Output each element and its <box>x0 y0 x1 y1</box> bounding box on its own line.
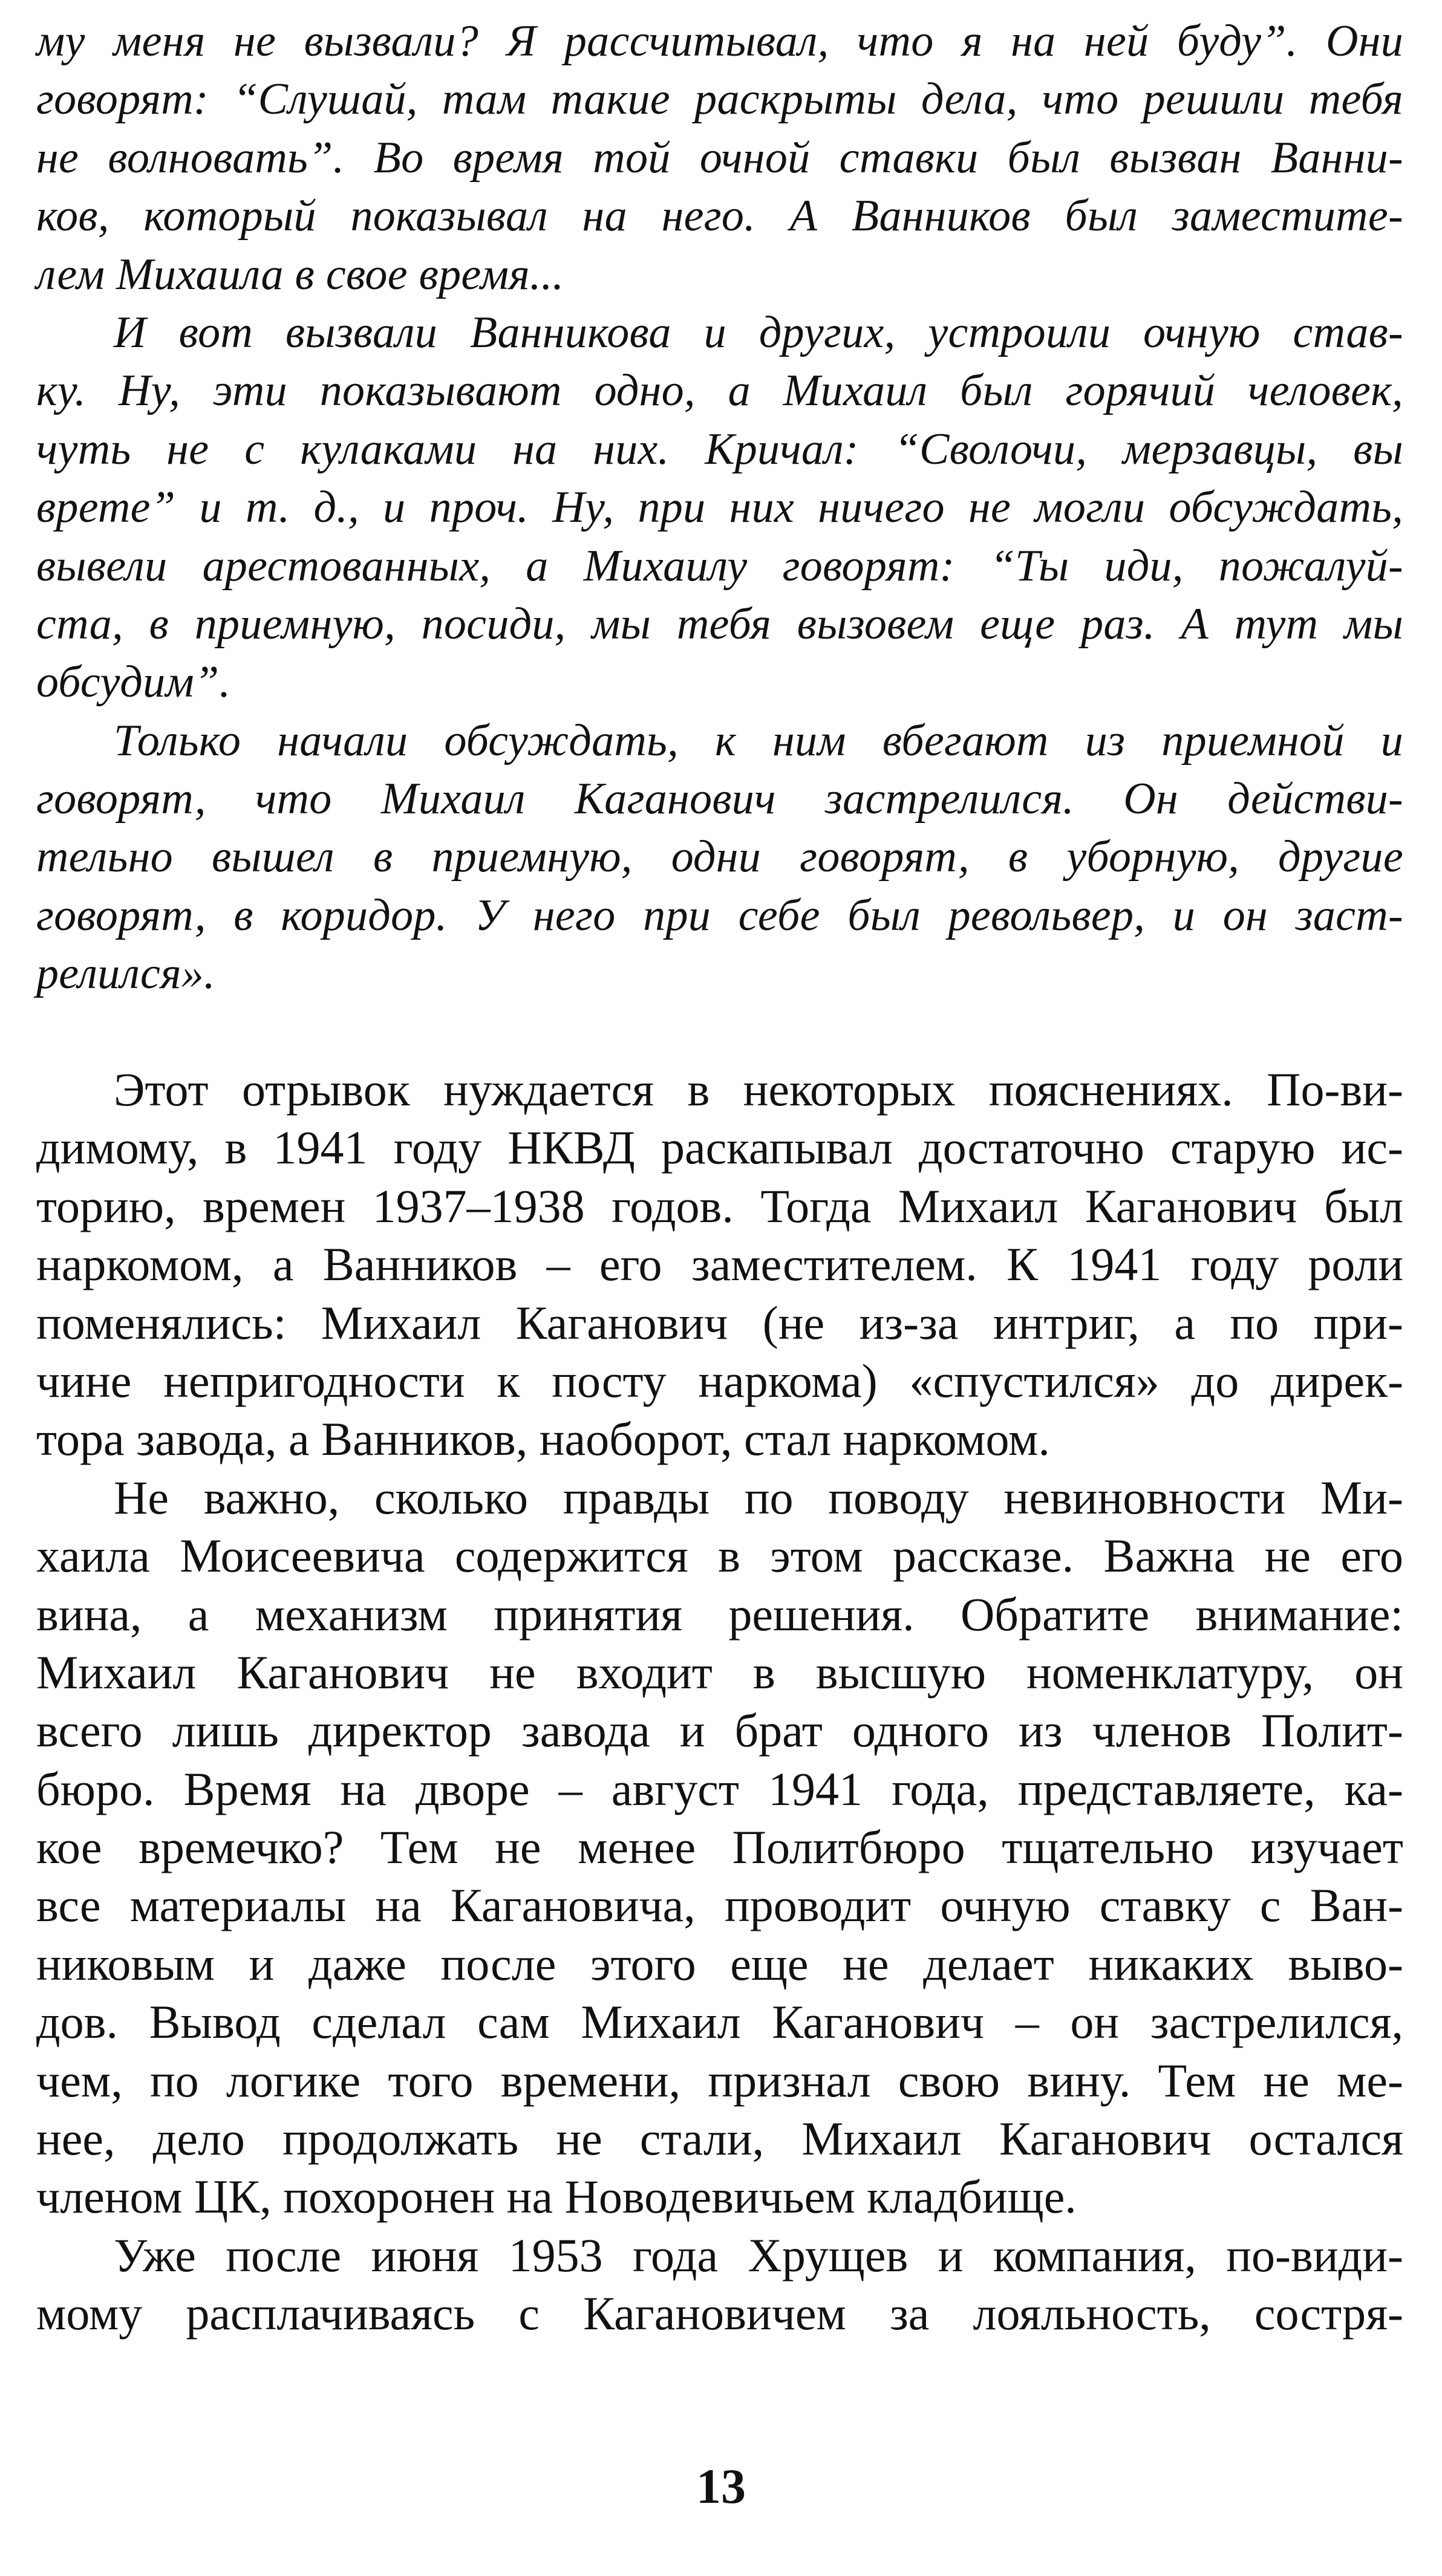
text-line: дов. Вывод сделал сам Михаил Каганович – он застрелился, <box>36 1995 1403 2049</box>
text-line: всего лишь директор завода и брат одного из членов Полит- <box>36 1704 1403 1757</box>
text-line: му меня не вызвали? Я рассчитывал, что я на ней буду”. Они <box>36 16 1403 66</box>
text-line: все материалы на Кагановича, проводит очную ставку с Ван- <box>36 1879 1403 1932</box>
text-line: нее, дело продолжать не стали, Михаил Каганович остался <box>36 2112 1403 2165</box>
text-line: хаила Моисеевича содержится в этом рассказе. Важна не его <box>36 1529 1403 1582</box>
text-line: димому, в 1941 году НКВД раскапывал достаточно старую ис- <box>36 1121 1403 1174</box>
text-line: лем Михаила в свое время... <box>36 249 564 299</box>
quote-block <box>36 12 1403 1003</box>
text-line: чем, по логике того времени, признал свою вину. Тем не ме- <box>36 2054 1403 2107</box>
text-line: членом ЦК, похоронен на Новодевичьем кладбище. <box>36 2170 1077 2223</box>
text-line: бюро. Время на дворе – август 1941 года, представляете, ка- <box>36 1762 1403 1815</box>
text-line: чуть не с кулаками на них. Кричал: “Сволочи, мерзавцы, вы <box>36 424 1403 474</box>
text-line: никовым и даже после этого еще не делает никаких выво- <box>36 1937 1403 1990</box>
text-line: релился». <box>36 949 215 999</box>
body-paragraph-1 <box>36 1061 1403 1469</box>
text-line: кое времечко? Тем не менее Политбюро тщательно изучает <box>36 1821 1403 1874</box>
text-line: врете” и т. д., и проч. Ну, при них ничего не могли обсуждать, <box>36 483 1403 533</box>
text-line: поменялись: Михаил Каганович (не из-за интриг, а по при- <box>36 1296 1403 1349</box>
text-line: говорят: “Слушай, там такие раскрыты дела, что решили тебя <box>36 74 1403 125</box>
text-line: И вот вызвали Ванникова и других, устроили очную став- <box>114 307 1403 357</box>
quote-paragraph-3 <box>36 712 1403 1003</box>
text-line: тельно вышел в приемную, одни говорят, в уборную, другие <box>36 832 1403 882</box>
text-line: говорят, что Михаил Каганович застрелился. Он действи- <box>36 774 1403 824</box>
body-paragraph-2 <box>36 1469 1403 2226</box>
text-line: торию, времен 1937–1938 годов. Тогда Михаил Каганович был <box>36 1179 1403 1232</box>
text-line: Не важно, сколько правды по поводу невиновности Ми- <box>114 1471 1403 1524</box>
text-line: вина, а механизм принятия решения. Обратите внимание: <box>36 1587 1403 1641</box>
text-line: обсудим”. <box>36 657 231 707</box>
text-line: говорят, в коридор. У него при себе был револьвер, и он заст- <box>36 890 1403 940</box>
text-line: мому расплачиваясь с Кагановичем за лояльность, состря- <box>36 2287 1403 2340</box>
body-paragraph-3 <box>36 2226 1403 2343</box>
page-number: 13 <box>696 2459 746 2514</box>
text-line: Этот отрывок нуждается в некоторых пояснениях. По-ви- <box>114 1063 1403 1116</box>
quote-paragraph-2 <box>36 304 1403 712</box>
text-line: ста, в приемную, посиди, мы тебя вызовем еще раз. А тут мы <box>36 599 1403 649</box>
text-line: наркомом, а Ванников – его заместителем. К 1941 году роли <box>36 1238 1403 1291</box>
quote-paragraph-1 <box>36 12 1403 304</box>
text-line: ку. Ну, эти показывают одно, а Михаил был горячий человек, <box>36 366 1403 416</box>
text-line: ков, который показывал на него. А Ванников был заместите- <box>36 191 1403 241</box>
text-line: вывели арестованных, а Михаилу говорят: “Ты иди, пожалуй- <box>36 541 1403 591</box>
text-line: чине непригодности к посту наркома) «спустился» до дирек- <box>36 1354 1403 1407</box>
text-line: Михаил Каганович не входит в высшую номенклатуру, он <box>36 1645 1403 1699</box>
text-line: тора завода, а Ванников, наоборот, стал наркомом. <box>36 1413 1050 1466</box>
text-line: Уже после июня 1953 года Хрущев и компания, по-види- <box>114 2228 1403 2282</box>
body-text <box>36 1061 1403 2343</box>
text-line: не волновать”. Во время той очной ставки был вызван Ванни- <box>36 132 1403 183</box>
text-line: Только начали обсуждать, к ним вбегают из приемной и <box>114 715 1403 766</box>
